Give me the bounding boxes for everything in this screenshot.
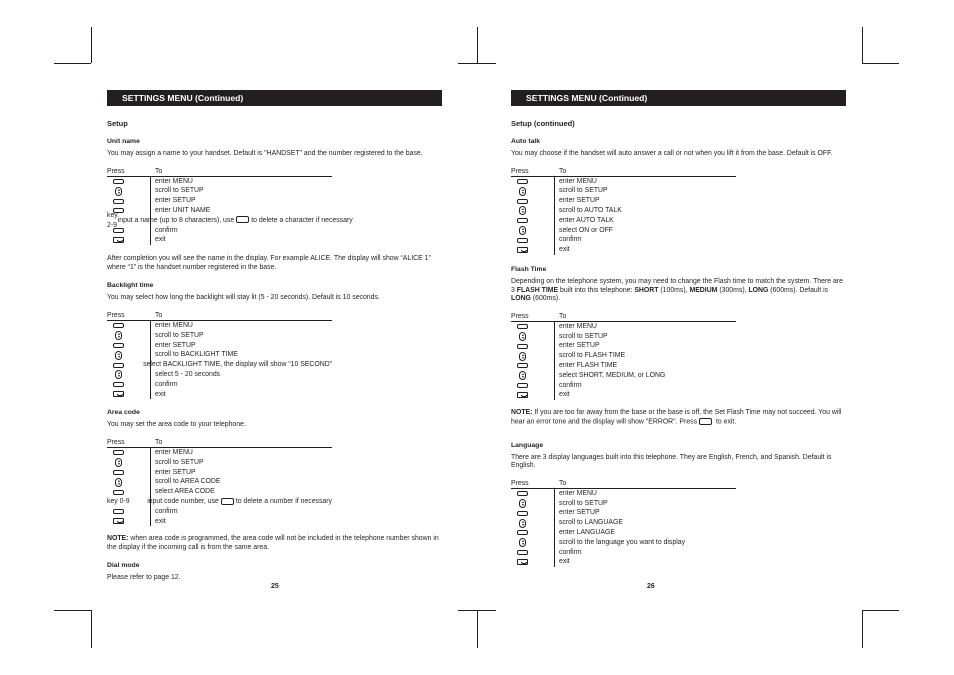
navigation-key-icon [115,187,122,196]
crop-mark [862,27,863,63]
navigation-key-icon [519,499,526,508]
unit-name-after: After completion you will see the name in the display. For example ALICE. The display will show “ALICE 1” where “1” is the handset number registered in the base. [107,255,431,271]
table-row [511,499,736,509]
press-cell [511,351,559,361]
press-cell [107,196,155,206]
to-cell: enter MENU [155,321,193,329]
press-header: Press [511,312,529,320]
table-row [107,487,332,497]
text-run: (300ms), [717,286,749,294]
text-run: to delete a character if necessary [251,216,353,224]
to-cell: confirm [155,507,178,515]
press-cell [511,206,559,216]
text-run: input a name (up to 8 characters), use [117,216,235,224]
menu-key-icon [517,383,528,388]
to-cell: select BACKLIGHT TIME, the display will show “10 SECOND” [143,361,332,369]
press-cell [511,528,559,538]
press-cell [511,518,559,528]
table-row [511,489,736,499]
to-cell: enter MENU [155,448,193,456]
press-cell [511,186,559,196]
crop-mark [458,610,496,611]
navigation-key-icon [519,332,526,341]
note-text: to exit. [714,418,737,426]
menu-key-icon [113,228,124,233]
crop-mark [477,27,478,63]
note-label: NOTE: [107,535,129,543]
dial-mode-title: Dial mode [107,562,140,570]
text-run: (600ms). Default is [768,286,829,294]
menu-key-icon [113,343,124,348]
to-cell: scroll to SETUP [559,332,608,340]
to-cell: scroll to AUTO TALK [559,206,622,214]
table-row [107,370,332,380]
press-header: Press [107,167,125,175]
table-header [511,167,736,177]
press-cell [511,322,559,332]
to-cell: exit [559,246,570,254]
text-run-bold: SHORT [634,286,659,294]
to-cell: enter SETUP [155,197,196,205]
to-cell: enter MENU [559,322,597,330]
language-table [511,479,736,567]
to-header: To [559,167,567,175]
table-row [511,361,736,371]
area-code-note [107,535,442,552]
press-cell [511,196,559,206]
menu-key-icon [113,199,124,204]
to-cell: exit [155,517,166,525]
to-cell: confirm [559,548,582,556]
flash-time-note [511,409,846,427]
unit-name-desc: You may assign a name to your handset. Default is "HANDSET" and the number registered to the base. [107,150,423,157]
navigation-key-icon [519,538,526,547]
area-code-title: Area code [107,409,140,417]
table-row [107,350,332,360]
navigation-key-icon [519,519,526,528]
to-cell: enter LANGUAGE [559,529,615,537]
table-row [511,381,736,391]
table-row [107,458,332,468]
auto-talk-table [511,167,736,255]
key-label: key 2-9 [107,211,118,229]
text-run: Depending on the telephone system, you may need to change the Flash time to match the system. There are 3 [511,277,843,294]
to-cell: scroll to LANGUAGE [559,519,623,527]
text-run-bold: FLASH TIME [516,286,559,294]
section-title: Setup [107,119,128,128]
end-key-icon [113,237,124,243]
press-cell [107,390,155,400]
navigation-key-icon [519,352,526,361]
press-cell [107,321,155,331]
press-cell [107,360,143,370]
table-row [107,226,332,236]
page-26 [511,90,846,590]
end-key-icon [517,392,528,398]
to-cell: confirm [559,236,582,244]
menu-key-icon [517,218,528,223]
press-cell [511,499,559,509]
press-cell [511,226,559,236]
crop-mark [54,63,91,64]
table-header [511,479,736,489]
press-cell [107,186,155,196]
menu-key-icon [113,470,124,475]
navigation-key-icon [519,226,526,235]
to-cell: select AREA CODE [155,488,215,496]
header-bar: SETTINGS MENU (Continued) [511,90,846,106]
header-bar: SETTINGS MENU (Continued) [107,90,442,106]
text-run: to delete a number if necessary [235,497,332,505]
to-cell: scroll to AREA CODE [155,478,221,486]
table-row [511,351,736,361]
to-cell: select 5 - 20 seconds [155,370,221,378]
language-title: Language [511,441,544,449]
to-header: To [559,312,567,320]
table-row [107,177,332,187]
table-row [511,226,736,236]
navigation-key-icon [115,331,122,340]
crop-mark [862,610,863,648]
press-cell [107,487,155,497]
text-run: built into this telephone: [558,286,635,294]
menu-key-icon [517,363,528,368]
backlight-table [107,311,332,399]
press-cell [107,226,155,236]
unit-name-table [107,167,353,246]
to-cell: enter MENU [559,489,597,497]
press-cell [511,508,559,518]
press-cell [511,489,559,499]
table-row [511,186,736,196]
press-cell [511,177,559,187]
press-cell [107,458,155,468]
area-code-desc: You may set the area code to your telephone. [107,421,246,429]
press-cell [511,371,559,381]
press-header: Press [107,311,125,319]
crop-mark [477,610,478,648]
to-cell: enter FLASH TIME [559,361,618,369]
table-row [107,468,332,478]
to-cell: exit [559,391,570,399]
to-cell: confirm [155,226,178,234]
menu-key-icon [517,530,528,535]
backlight-title: Backlight time [107,282,154,290]
to-cell: select SHORT, MEDIUM, or LONG [559,371,666,379]
table-row [511,528,736,538]
to-cell: scroll to the language you want to display [559,538,686,546]
menu-key-icon [517,179,528,184]
menu-key-icon [517,324,528,329]
flash-time-desc [511,278,846,304]
to-cell: enter UNIT NAME [155,206,211,214]
flash-time-table [511,312,736,400]
table-row [511,196,736,206]
to-cell: scroll to SETUP [559,499,608,507]
crop-mark [862,63,899,64]
end-key-icon [517,559,528,565]
crop-mark [458,63,496,64]
text-run: input code number, use [147,497,219,505]
table-row [107,360,332,370]
table-row [107,477,332,487]
table-row [511,538,736,548]
press-cell [107,370,155,380]
menu-key-icon [517,491,528,496]
press-cell [511,235,559,245]
menu-key-icon [113,509,124,514]
page-number: 26 [647,583,655,590]
table-row [511,508,736,518]
table-row [107,507,332,517]
note-text: If you are too far away from the base or the base is off, the Set Flash Time may not succeed. You will hear an error tone and the display will show "ERROR". Press [511,409,842,426]
press-cell [107,507,155,517]
to-cell: enter SETUP [559,509,600,517]
menu-key-icon [113,490,124,495]
menu-key-icon [113,323,124,328]
backlight-desc: You may select how long the backlight will stay lit (5 - 20 seconds). Default is 10 seconds. [107,294,380,302]
menu-key-icon [517,344,528,349]
to-cell: scroll to SETUP [155,331,204,339]
press-cell [107,497,147,507]
table-row [107,186,332,196]
table-row [511,206,736,216]
table-row [511,216,736,226]
table-row [107,497,332,507]
to-cell: scroll to FLASH TIME [559,352,626,360]
to-cell [118,216,353,226]
note-text: when area code is programmed, the area code will not be included in the telephone number shown in the display if the incoming call is from the same area. [107,535,439,551]
press-cell [511,216,559,226]
to-cell: scroll to SETUP [155,458,204,466]
to-header: To [559,479,567,487]
press-cell [107,177,155,187]
crop-mark [862,610,899,611]
table-row [107,341,332,351]
end-key-icon [113,391,124,397]
to-cell: enter MENU [559,177,597,185]
to-cell: enter AUTO TALK [559,216,614,224]
to-cell: confirm [559,381,582,389]
to-header: To [155,438,163,446]
press-cell [511,245,559,255]
table-header [511,312,736,322]
table-row [511,245,736,255]
navigation-key-icon [115,478,122,487]
table-row [107,331,332,341]
crop-mark [54,610,91,611]
press-cell [511,381,559,391]
page-25 [107,90,442,590]
table-row [511,177,736,187]
to-cell: enter MENU [155,177,193,185]
end-key-icon [517,247,528,253]
to-header: To [155,167,163,175]
end-key-icon [699,418,712,425]
press-cell [511,557,559,567]
auto-talk-desc: You may choose if the handset will auto answer a call or not when you lift it from the base. Default is OFF. [511,150,833,157]
to-cell: select ON or OFF [559,226,613,234]
to-cell: exit [559,558,570,566]
crop-mark [91,610,92,648]
table-row [511,518,736,528]
to-header: To [155,311,163,319]
to-cell: confirm [155,380,178,388]
table-header [107,311,332,321]
navigation-key-icon [115,370,122,379]
press-cell [511,361,559,371]
press-cell [107,211,118,229]
to-cell: exit [155,390,166,398]
table-row [511,235,736,245]
navigation-key-icon [519,187,526,196]
menu-key-icon [517,199,528,204]
key-label: key 0-9 [107,497,130,505]
language-desc: There are 3 display languages built into this telephone. They are English, French, and Spanish. Default is English. [511,453,832,470]
menu-key-icon [113,450,124,455]
delete-key-icon [221,498,234,505]
table-row [511,332,736,342]
to-cell: enter SETUP [155,341,196,349]
end-key-icon [113,518,124,524]
press-header: Press [511,167,529,175]
table-row [107,390,332,400]
table-header [107,167,332,177]
press-cell [511,548,559,558]
press-cell [511,390,559,400]
table-row [107,211,353,229]
flash-time-title: Flash Time [511,265,547,273]
press-cell [107,341,155,351]
table-row [511,548,736,558]
crop-mark [91,27,92,63]
menu-key-icon [517,238,528,243]
to-cell: exit [155,236,166,244]
press-cell [511,332,559,342]
navigation-key-icon [519,371,526,380]
area-code-table [107,438,332,526]
to-cell: enter SETUP [559,342,600,350]
menu-key-icon [113,382,124,387]
text-run-bold: MEDIUM [689,286,718,294]
to-cell: enter SETUP [155,468,196,476]
text-run-bold: LONG [511,295,531,303]
auto-talk-title: Auto talk [511,138,541,145]
page-number: 25 [271,583,279,590]
table-row [107,448,332,458]
menu-key-icon [517,550,528,555]
navigation-key-icon [115,351,122,360]
navigation-key-icon [115,458,122,467]
press-header: Press [511,479,529,487]
press-cell [107,380,155,390]
to-cell: scroll to SETUP [155,187,204,195]
to-cell [147,497,332,507]
table-row [511,341,736,351]
menu-key-icon [517,511,528,516]
to-cell: scroll to BACKLIGHT TIME [155,351,238,359]
press-cell [107,350,155,360]
table-row [511,322,736,332]
menu-key-icon [113,363,124,368]
table-row [107,517,332,527]
text-run: (100ms), [658,286,690,294]
table-row [511,390,736,400]
press-cell [511,341,559,351]
press-cell [107,448,155,458]
text-run: (600ms). [530,295,561,303]
press-cell [107,468,155,478]
unit-name-title: Unit name [107,138,140,145]
table-row [511,371,736,381]
press-cell [107,235,155,245]
press-cell [107,517,155,527]
table-row [107,235,332,245]
menu-key-icon [113,179,124,184]
table-row [511,557,736,567]
press-cell [107,477,155,487]
press-cell [107,331,155,341]
navigation-key-icon [519,206,526,215]
section-title: Setup (continued) [511,119,575,128]
delete-key-icon [236,216,249,223]
note-label: NOTE: [511,409,533,417]
table-row [107,321,332,331]
table-header [107,438,332,448]
text-run-bold: LONG [748,286,769,294]
to-cell: scroll to SETUP [559,187,608,195]
to-cell: enter SETUP [559,197,600,205]
table-row [107,196,332,206]
press-header: Press [107,438,125,446]
press-cell [511,538,559,548]
dial-mode-desc: Please refer to page 12. [107,574,181,582]
table-row [107,206,332,216]
table-row [107,380,332,390]
